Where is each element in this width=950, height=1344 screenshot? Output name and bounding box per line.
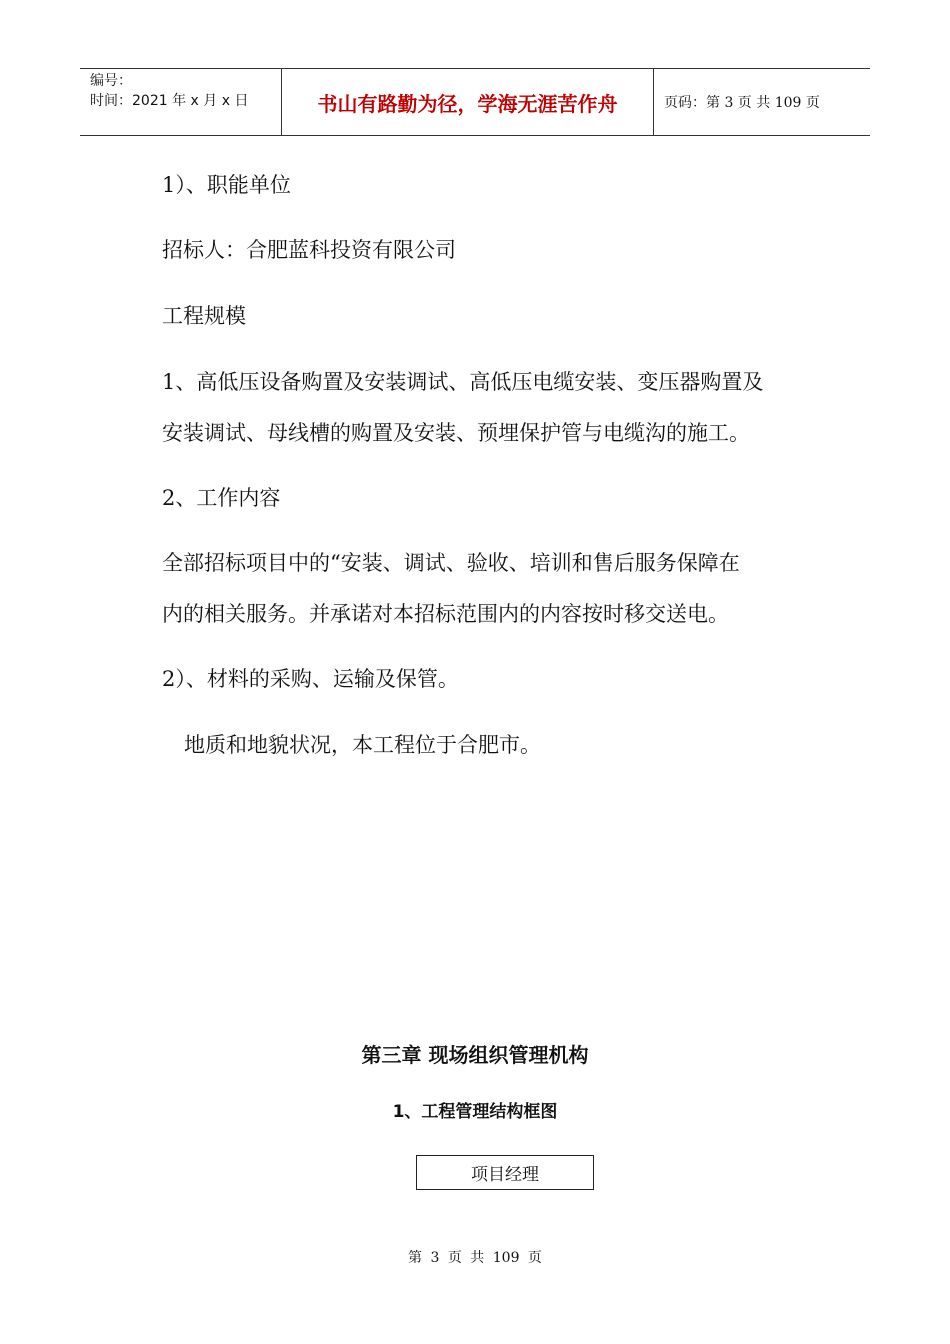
paragraph-tenderer: 招标人：合肥蓝科投资有限公司: [162, 238, 456, 262]
header-page-info: 页码：第 3 页 共 109 页: [664, 95, 820, 111]
header-meta-cell: [80, 69, 282, 135]
document-number-label: 编号：: [90, 73, 132, 89]
paragraph-work-content: 2、工作内容: [162, 486, 281, 510]
paragraph-services-line1: 全部招标项目中的“安装、调试、验收、培训和售后服务保障在: [162, 551, 740, 575]
paragraph-functional-unit: 1）、职能单位: [162, 173, 291, 197]
paragraph-scope-line2: 安装调试、母线槽的购置及安装、预埋保护管与电缆沟的施工。: [162, 421, 750, 445]
page-footer: 第 3 页 共 109 页: [408, 1250, 542, 1266]
header-motto: 书山有路勤为径，学海无涯苦作舟: [282, 69, 654, 135]
paragraph-services-line2: 内的相关服务。并承诺对本招标范围内的内容按时移交送电。: [162, 602, 729, 626]
chapter-title: 第三章 现场组织管理机构: [361, 1043, 589, 1067]
paragraph-materials: 2）、材料的采购、运输及保管。: [162, 667, 459, 691]
document-header: [80, 68, 870, 136]
org-chart-project-manager-box: [416, 1155, 594, 1190]
document-time-label: 时间：2021 年 x 月 x 日: [90, 93, 249, 109]
org-chart-box-label: 项目经理: [471, 1165, 539, 1185]
chapter-subtitle: 1、工程管理结构框图: [392, 1102, 558, 1122]
paragraph-scope-line1: 1、高低压设备购置及安装调试、高低压电缆安装、变压器购置及: [162, 370, 764, 394]
paragraph-project-scale: 工程规模: [162, 304, 246, 328]
paragraph-geology: 地质和地貌状况，本工程位于合肥市。: [184, 733, 541, 757]
